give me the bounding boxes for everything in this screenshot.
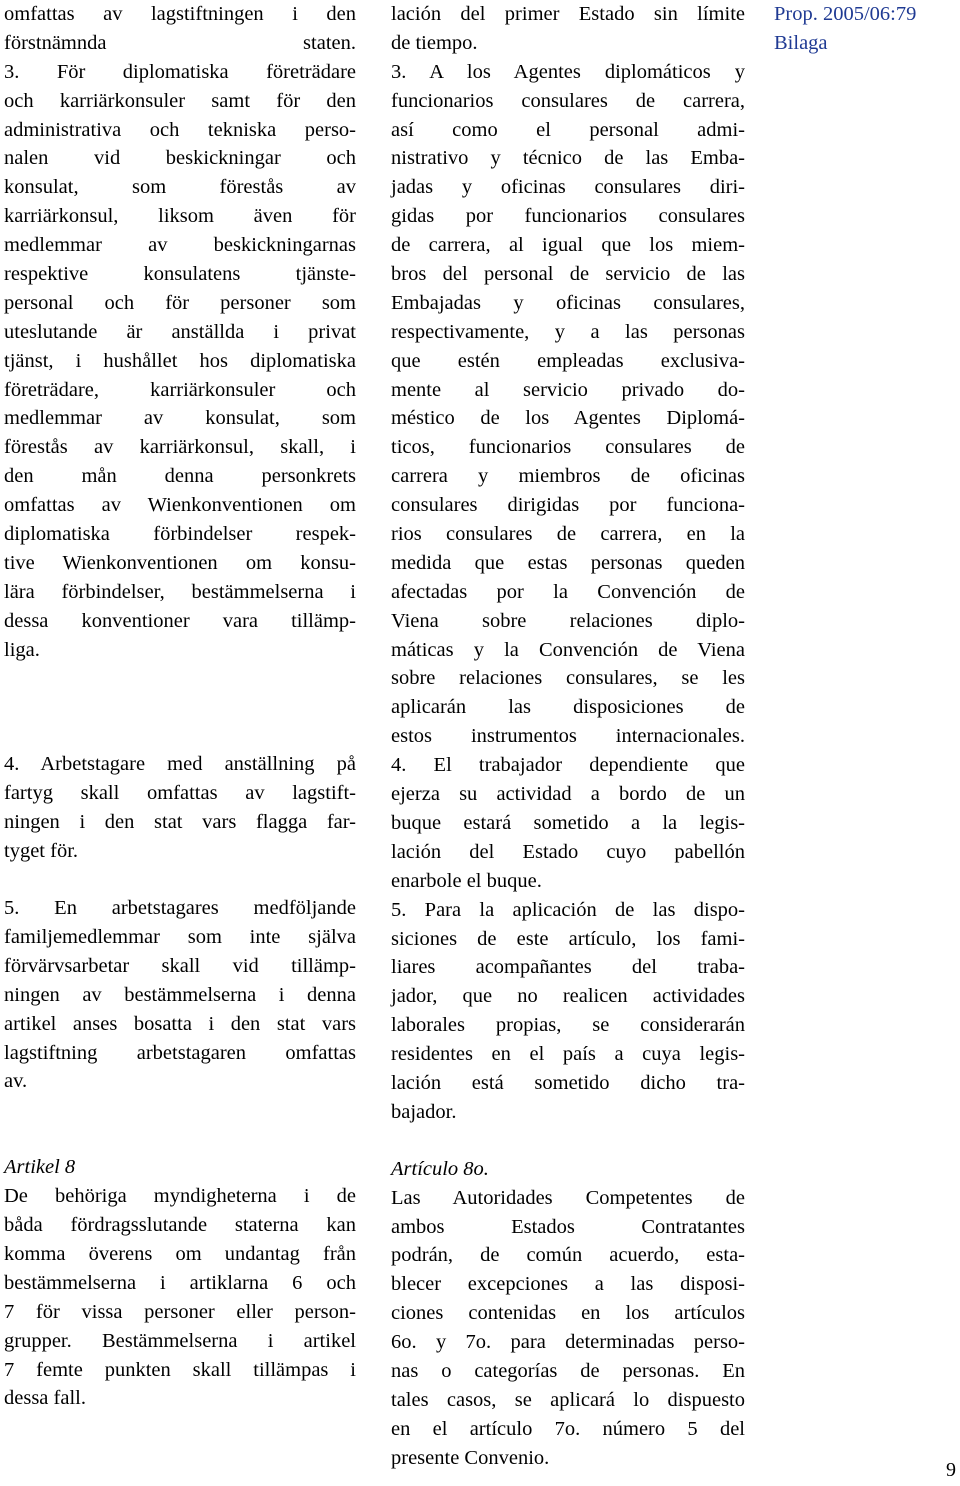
text-line: que estén empleadas exclusiva-: [391, 349, 745, 372]
text-line: företrädare, karriärkonsuler och: [4, 378, 356, 401]
text-line: karriärkonsul, liksom även för: [4, 205, 356, 228]
text-line: lación del primer Estado sin límite: [391, 3, 745, 25]
text-line: ningen av bestämmelserna i denna: [4, 983, 356, 1006]
text-line: 5. Para la aplicación de las dispo-: [391, 898, 745, 921]
text-line: grupper. Bestämmelserna i artikel: [4, 1329, 356, 1352]
sv-paragraph-3: [4, 58, 356, 665]
text-line: gidas por funcionarios consulares: [391, 205, 745, 228]
sv-gap: [4, 1096, 356, 1153]
text-line: ciones contenidas en los artículos: [391, 1302, 745, 1325]
es-article-8-heading: Artículo 8o.: [391, 1157, 489, 1180]
text-line: fartyg skall omfattas av lagstift-: [4, 782, 356, 805]
text-line: 3. För diplomatiska företrädare: [4, 60, 356, 83]
text-line: förvärvsarbetar skall vid tillämp-: [4, 954, 356, 977]
es-article-8-body: [391, 1184, 745, 1473]
sv-gap: [4, 866, 356, 894]
text-line: 7 för vissa personer eller person-: [4, 1300, 356, 1323]
text-line: liares acompañantes del traba-: [391, 956, 745, 979]
text-line: tjänst, i hushållet hos diplomatiska: [4, 349, 356, 372]
text-line: tyget för.: [4, 840, 79, 863]
spanish-column: [391, 0, 745, 1473]
text-line: bestämmelserna i artiklarna 6 och: [4, 1271, 356, 1294]
text-line: bajador.: [391, 1100, 457, 1123]
text-line: 5. En arbetstagares medföljande: [4, 897, 356, 920]
text-line: omfattas av lagstiftningen i den: [4, 3, 356, 25]
es-intro: [391, 0, 745, 58]
text-line: estos instrumentos internacionales.: [391, 725, 745, 748]
es-gap: [391, 1127, 745, 1155]
text-line: de tiempo.: [391, 31, 478, 54]
text-line: och karriärkonsuler samt för den: [4, 89, 356, 112]
text-line: ningen i den stat vars flagga far-: [4, 811, 356, 834]
text-line: familjemedlemmar som inte själva: [4, 925, 356, 948]
prop-number: Prop. 2005/06:79: [774, 3, 917, 25]
text-line: respektive konsulatens tjänste-: [4, 263, 356, 286]
text-line: tive Wienkonventionen om konsu-: [4, 551, 356, 574]
text-line: siciones de este artículo, los fami-: [391, 927, 745, 950]
text-line: residentes en el país a cuya legis-: [391, 1043, 745, 1066]
text-line: jadas y oficinas consulares diri-: [391, 176, 745, 199]
text-line: afectadas por la Convención de: [391, 580, 745, 603]
text-line: jador, que no realicen actividades: [391, 985, 745, 1008]
es-paragraph-3: [391, 58, 745, 751]
sv-article-8-heading: Artikel 8: [4, 1156, 76, 1179]
text-line: medlemmar av beskickningarnas: [4, 234, 356, 257]
text-line: 7 femte punkten skall tillämpas i: [4, 1358, 356, 1381]
text-line: liga.: [4, 638, 40, 661]
text-line: omfattas av Wienkonventionen om: [4, 494, 356, 517]
text-line: den mån denna personkrets: [4, 465, 356, 488]
text-line: förstnämnda staten.: [4, 31, 356, 54]
text-line: así como el personal admi-: [391, 118, 745, 141]
text-line: enarbole el buque.: [391, 869, 542, 892]
text-line: presente Convenio.: [391, 1446, 550, 1469]
sv-intro: [4, 0, 356, 58]
document-reference: [774, 0, 960, 58]
es-paragraph-4: [391, 751, 745, 895]
text-line: aplicarán las disposiciones de: [391, 696, 745, 719]
text-line: de carrera, al igual que los miem-: [391, 234, 745, 257]
text-line: båda fördragsslutande staterna kan: [4, 1214, 356, 1237]
sv-paragraph-4: [4, 750, 356, 866]
text-line: 3. A los Agentes diplomáticos y: [391, 60, 745, 83]
text-line: De behöriga myndigheterna i de: [4, 1185, 356, 1208]
text-line: blecer excepciones a las disposi-: [391, 1273, 745, 1296]
text-line: 6o. y 7o. para determinadas perso-: [391, 1331, 745, 1354]
text-line: ticos, funcionarios consulares de: [391, 436, 745, 459]
text-line: mente al servicio privado do-: [391, 378, 745, 401]
text-line: 4. Arbetstagare med anställning på: [4, 753, 356, 776]
text-line: artikel anses bosatta i den stat vars: [4, 1012, 356, 1035]
sv-article-8-body: [4, 1182, 356, 1413]
text-line: medida que estas personas queden: [391, 551, 745, 574]
text-line: nalen vid beskickningar och: [4, 147, 356, 170]
text-line: respectivamente, y a las personas: [391, 320, 745, 343]
text-line: ejerza su actividad a bordo de un: [391, 783, 745, 806]
text-line: av.: [4, 1070, 28, 1093]
sv-gap: [4, 664, 356, 750]
text-line: 4. El trabajador dependiente que: [391, 754, 745, 777]
text-line: personal och för personer som: [4, 291, 356, 314]
text-line: Viena sobre relaciones diplo-: [391, 609, 745, 632]
text-line: förestås av karriärkonsul, skall, i: [4, 436, 356, 459]
text-line: ambos Estados Contratantes: [391, 1215, 745, 1238]
text-line: uteslutande är anställda i privat: [4, 320, 356, 343]
page-number: 9: [946, 1459, 956, 1481]
text-line: tales casos, se aplicará lo dispuesto: [391, 1388, 745, 1411]
es-paragraph-5: [391, 896, 745, 1127]
text-line: Embajadas y oficinas consulares,: [391, 291, 745, 314]
text-line: rios consulares de carrera, en la: [391, 523, 745, 546]
text-line: lagstiftning arbetstagaren omfattas: [4, 1041, 356, 1064]
text-line: podrán, de común acuerdo, esta-: [391, 1244, 745, 1267]
swedish-column: [4, 0, 356, 1413]
text-line: buque estará sometido a la legis-: [391, 811, 745, 834]
text-line: komma överens om undantag från: [4, 1242, 356, 1265]
text-line: lación está sometido dicho tra-: [391, 1071, 745, 1094]
text-line: administrativa och tekniska perso-: [4, 118, 356, 141]
text-line: lära förbindelser, bestämmelserna i: [4, 580, 356, 603]
text-line: dessa fall.: [4, 1387, 86, 1410]
text-line: méstico de los Agentes Diplomá-: [391, 407, 745, 430]
text-line: consulares dirigidas por funciona-: [391, 494, 745, 517]
sv-paragraph-5: [4, 894, 356, 1096]
text-line: nas o categorías de personas. En: [391, 1359, 745, 1382]
text-line: sobre relaciones consulares, se les: [391, 667, 745, 690]
text-line: nistrativo y técnico de las Emba-: [391, 147, 745, 170]
text-line: medlemmar av konsulat, som: [4, 407, 356, 430]
text-line: funcionarios consulares de carrera,: [391, 89, 745, 112]
text-line: en el artículo 7o. número 5 del: [391, 1417, 745, 1440]
text-line: carrera y miembros de oficinas: [391, 465, 745, 488]
text-line: máticas y la Convención de Viena: [391, 638, 745, 661]
text-line: bros del personal de servicio de las: [391, 263, 745, 286]
text-line: Las Autoridades Competentes de: [391, 1186, 745, 1209]
text-line: laborales propias, se considerarán: [391, 1014, 745, 1037]
text-line: diplomatiska förbindelser respek-: [4, 523, 356, 546]
text-line: lación del Estado cuyo pabellón: [391, 840, 745, 863]
text-line: konsulat, som förestås av: [4, 176, 356, 199]
bilaga-label: Bilaga: [774, 31, 828, 54]
text-line: dessa konventioner vara tillämp-: [4, 609, 356, 632]
